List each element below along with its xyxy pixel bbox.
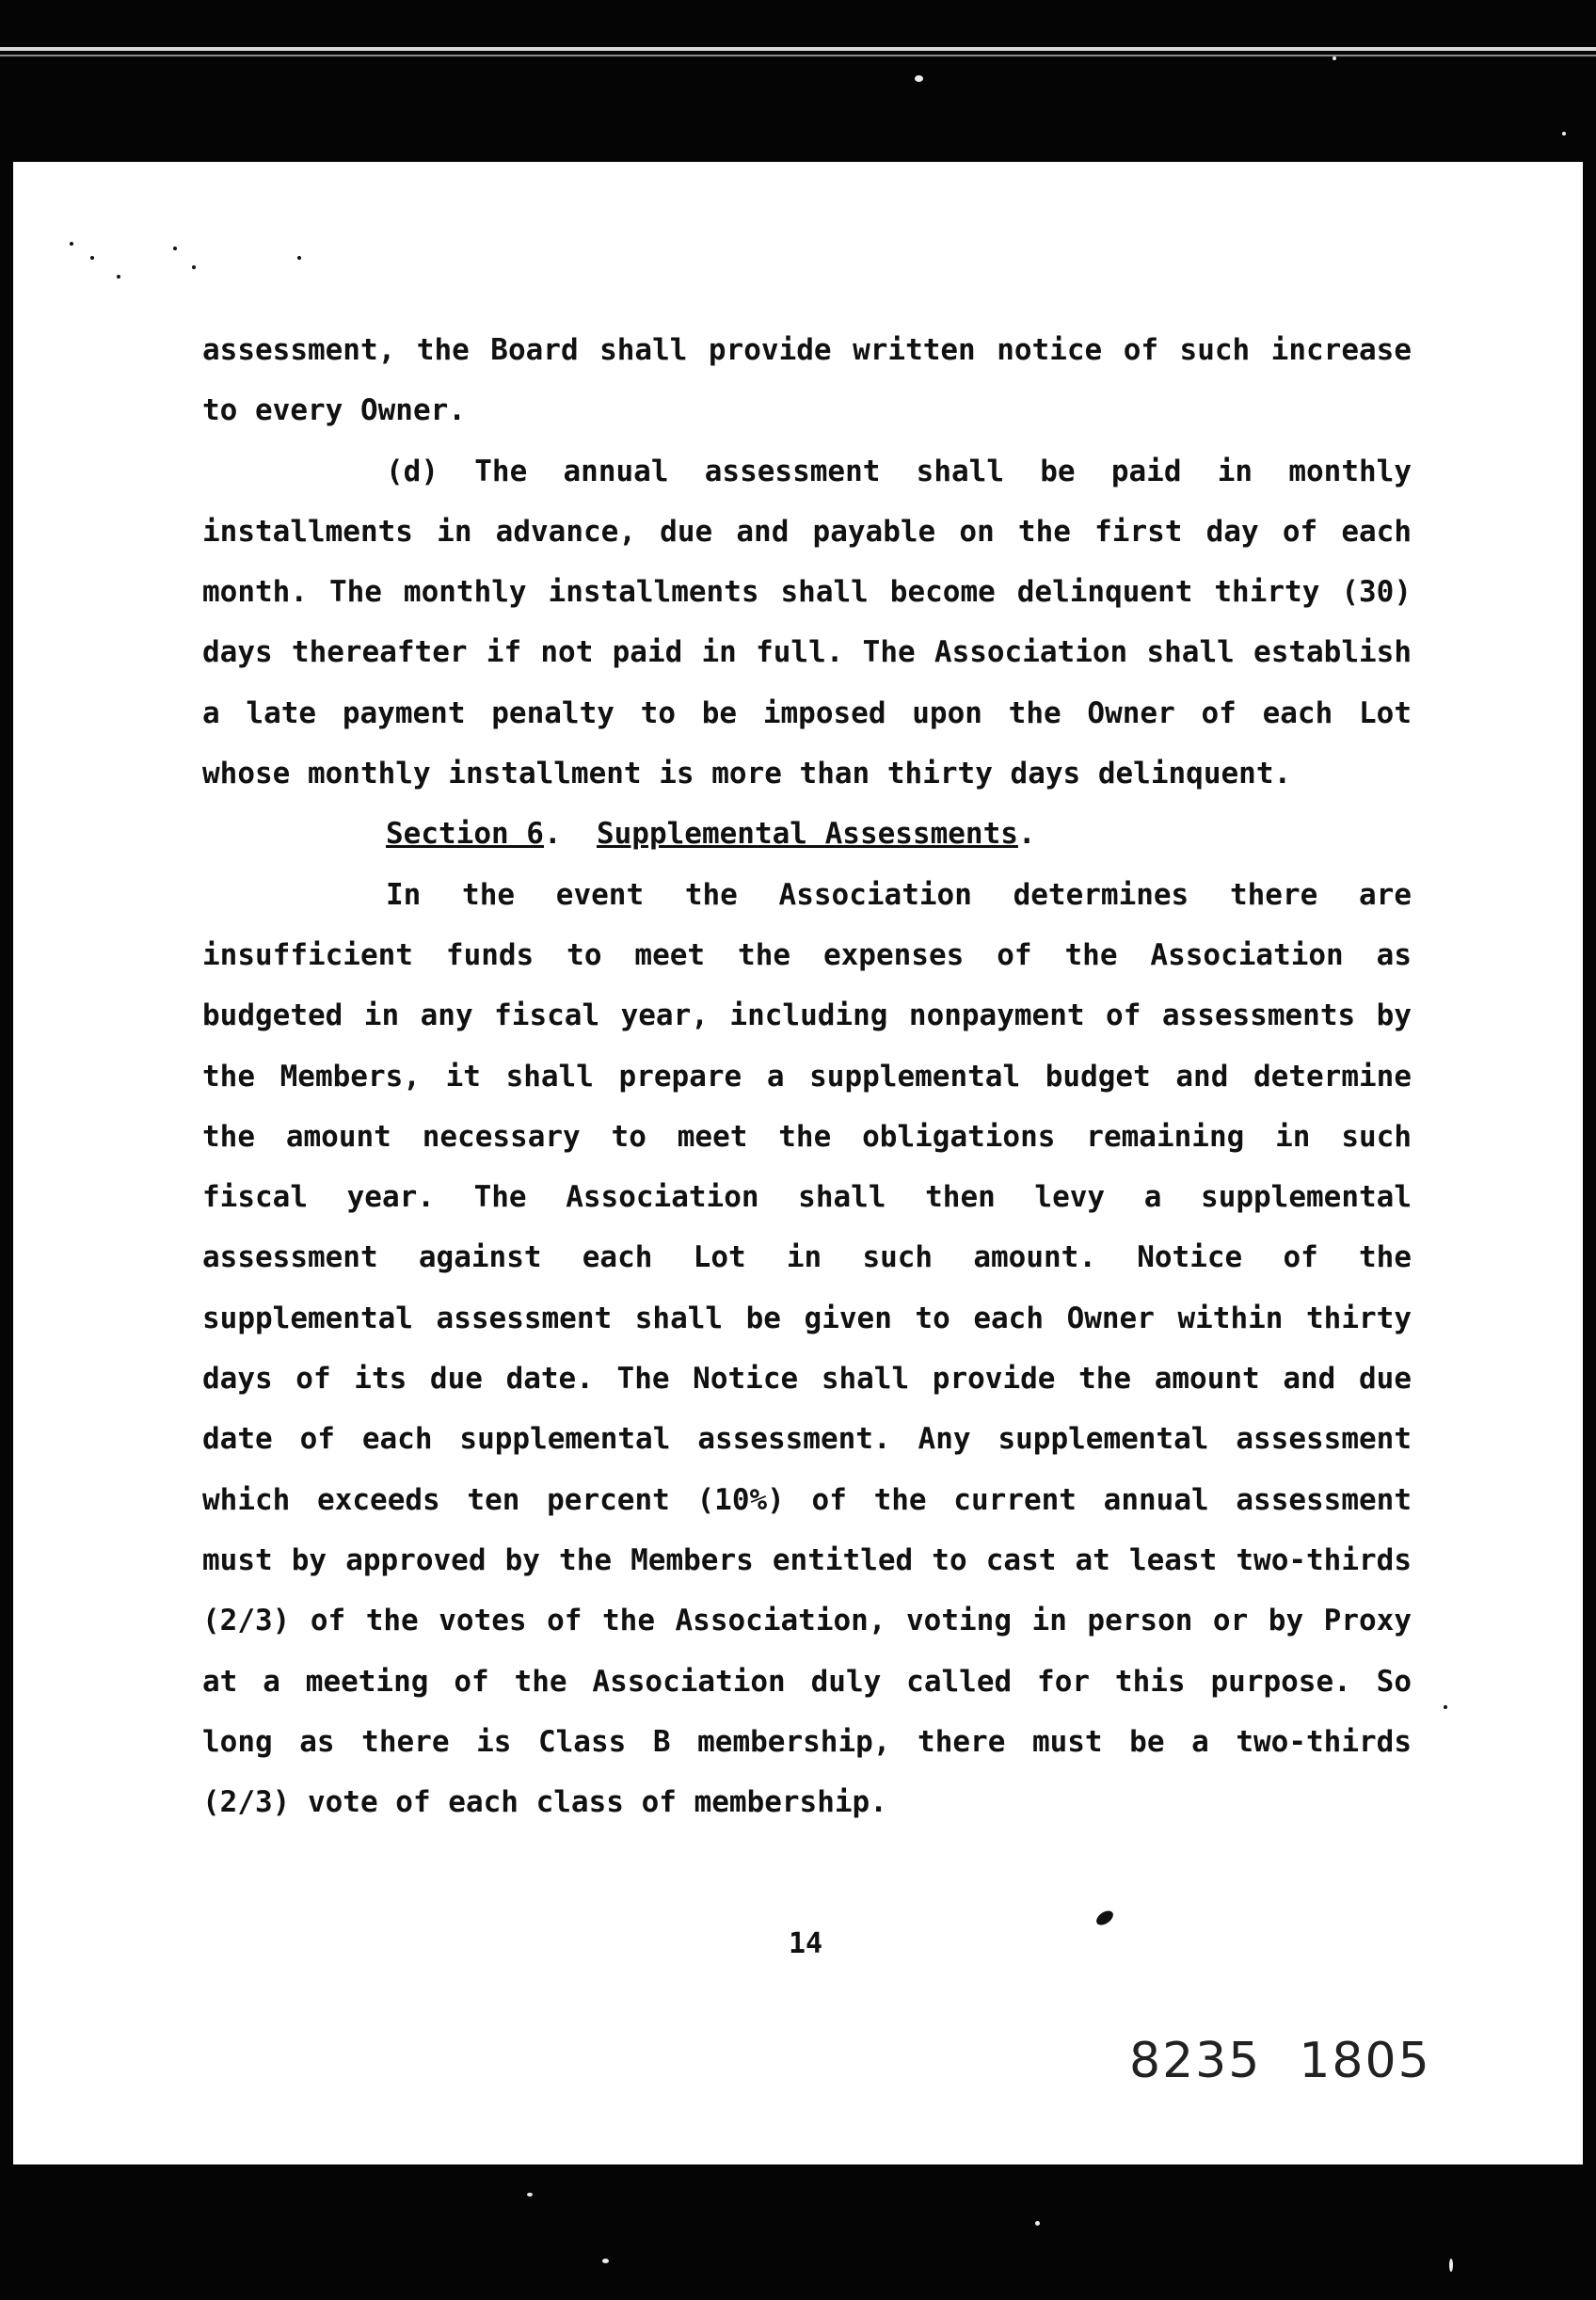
scan-noise-speck bbox=[173, 247, 177, 250]
scan-edge-line-secondary bbox=[0, 55, 1596, 56]
ink-blot bbox=[1093, 1908, 1115, 1927]
scan-noise-speck bbox=[1035, 2221, 1040, 2226]
scan-noise-speck bbox=[1444, 1705, 1447, 1709]
paragraph-continuation: assessment, the Board shall provide written notice of such increase to every Owner. bbox=[202, 333, 1412, 428]
stamp-book-number: 8235 bbox=[1129, 2033, 1262, 2089]
paragraph-d: (d) The annual assessment shall be paid in monthly installments in advance, due and payable on the first day of each month. The monthly installments shall become delinquent thirty (30) days thereafter if not paid in full. The Association shall establish a late payment penalty to be imposed upon the Owner of each Lot whose monthly installment is more than thirty days delinquent. bbox=[202, 454, 1412, 791]
scan-noise-speck bbox=[1449, 2259, 1453, 2272]
scan-noise-speck bbox=[192, 265, 196, 269]
scan-noise-speck bbox=[1333, 56, 1336, 60]
scan-noise-speck bbox=[527, 2193, 533, 2196]
scan-noise-speck bbox=[70, 242, 73, 246]
recording-stamp bbox=[1129, 2033, 1431, 2089]
stamp-page-number: 1805 bbox=[1299, 2033, 1431, 2089]
section-number: Section 6 bbox=[386, 817, 544, 852]
scan-noise-speck bbox=[1562, 132, 1566, 136]
scan-noise-speck bbox=[297, 256, 301, 260]
document-body bbox=[202, 320, 1412, 1832]
section-title: Supplemental Assessments bbox=[596, 817, 1018, 852]
scan-noise-speck bbox=[90, 256, 94, 260]
scan-edge-line bbox=[0, 47, 1596, 51]
page-number: 14 bbox=[788, 1927, 823, 1960]
section-heading: Section 6. Supplemental Assessments. bbox=[386, 817, 1036, 852]
scan-noise-speck bbox=[602, 2259, 609, 2263]
scan-noise-speck bbox=[117, 275, 120, 279]
paragraph-section-6: In the event the Association determines there are insufficient funds to meet the expenses of the Association as budgeted in any fiscal year, including nonpayment of assessments by the Members, it shall prepare a supplemental budget and determine the amount necessary to meet the obligations remaining in such fiscal year. The Association shall then levy a supplemental assessment against each Lot in such amount. Notice of the supplemental assessment shall be given to each Owner within thirty days of its due date. The Notice shall provide the amount and due date of each supplemental assessment. Any supplemental assessment which exceeds ten percent (10%) of the current annual assessment must by approved by the Members entitled to cast at least two-thirds (2/3) of the votes of the Association, voting in person or by Proxy at a meeting of the Association duly called for this purpose. So long as there is Class B membership, there must be a two-thirds (2/3) vote of each class of membership. bbox=[202, 877, 1412, 1820]
scan-noise-speck bbox=[915, 75, 923, 82]
